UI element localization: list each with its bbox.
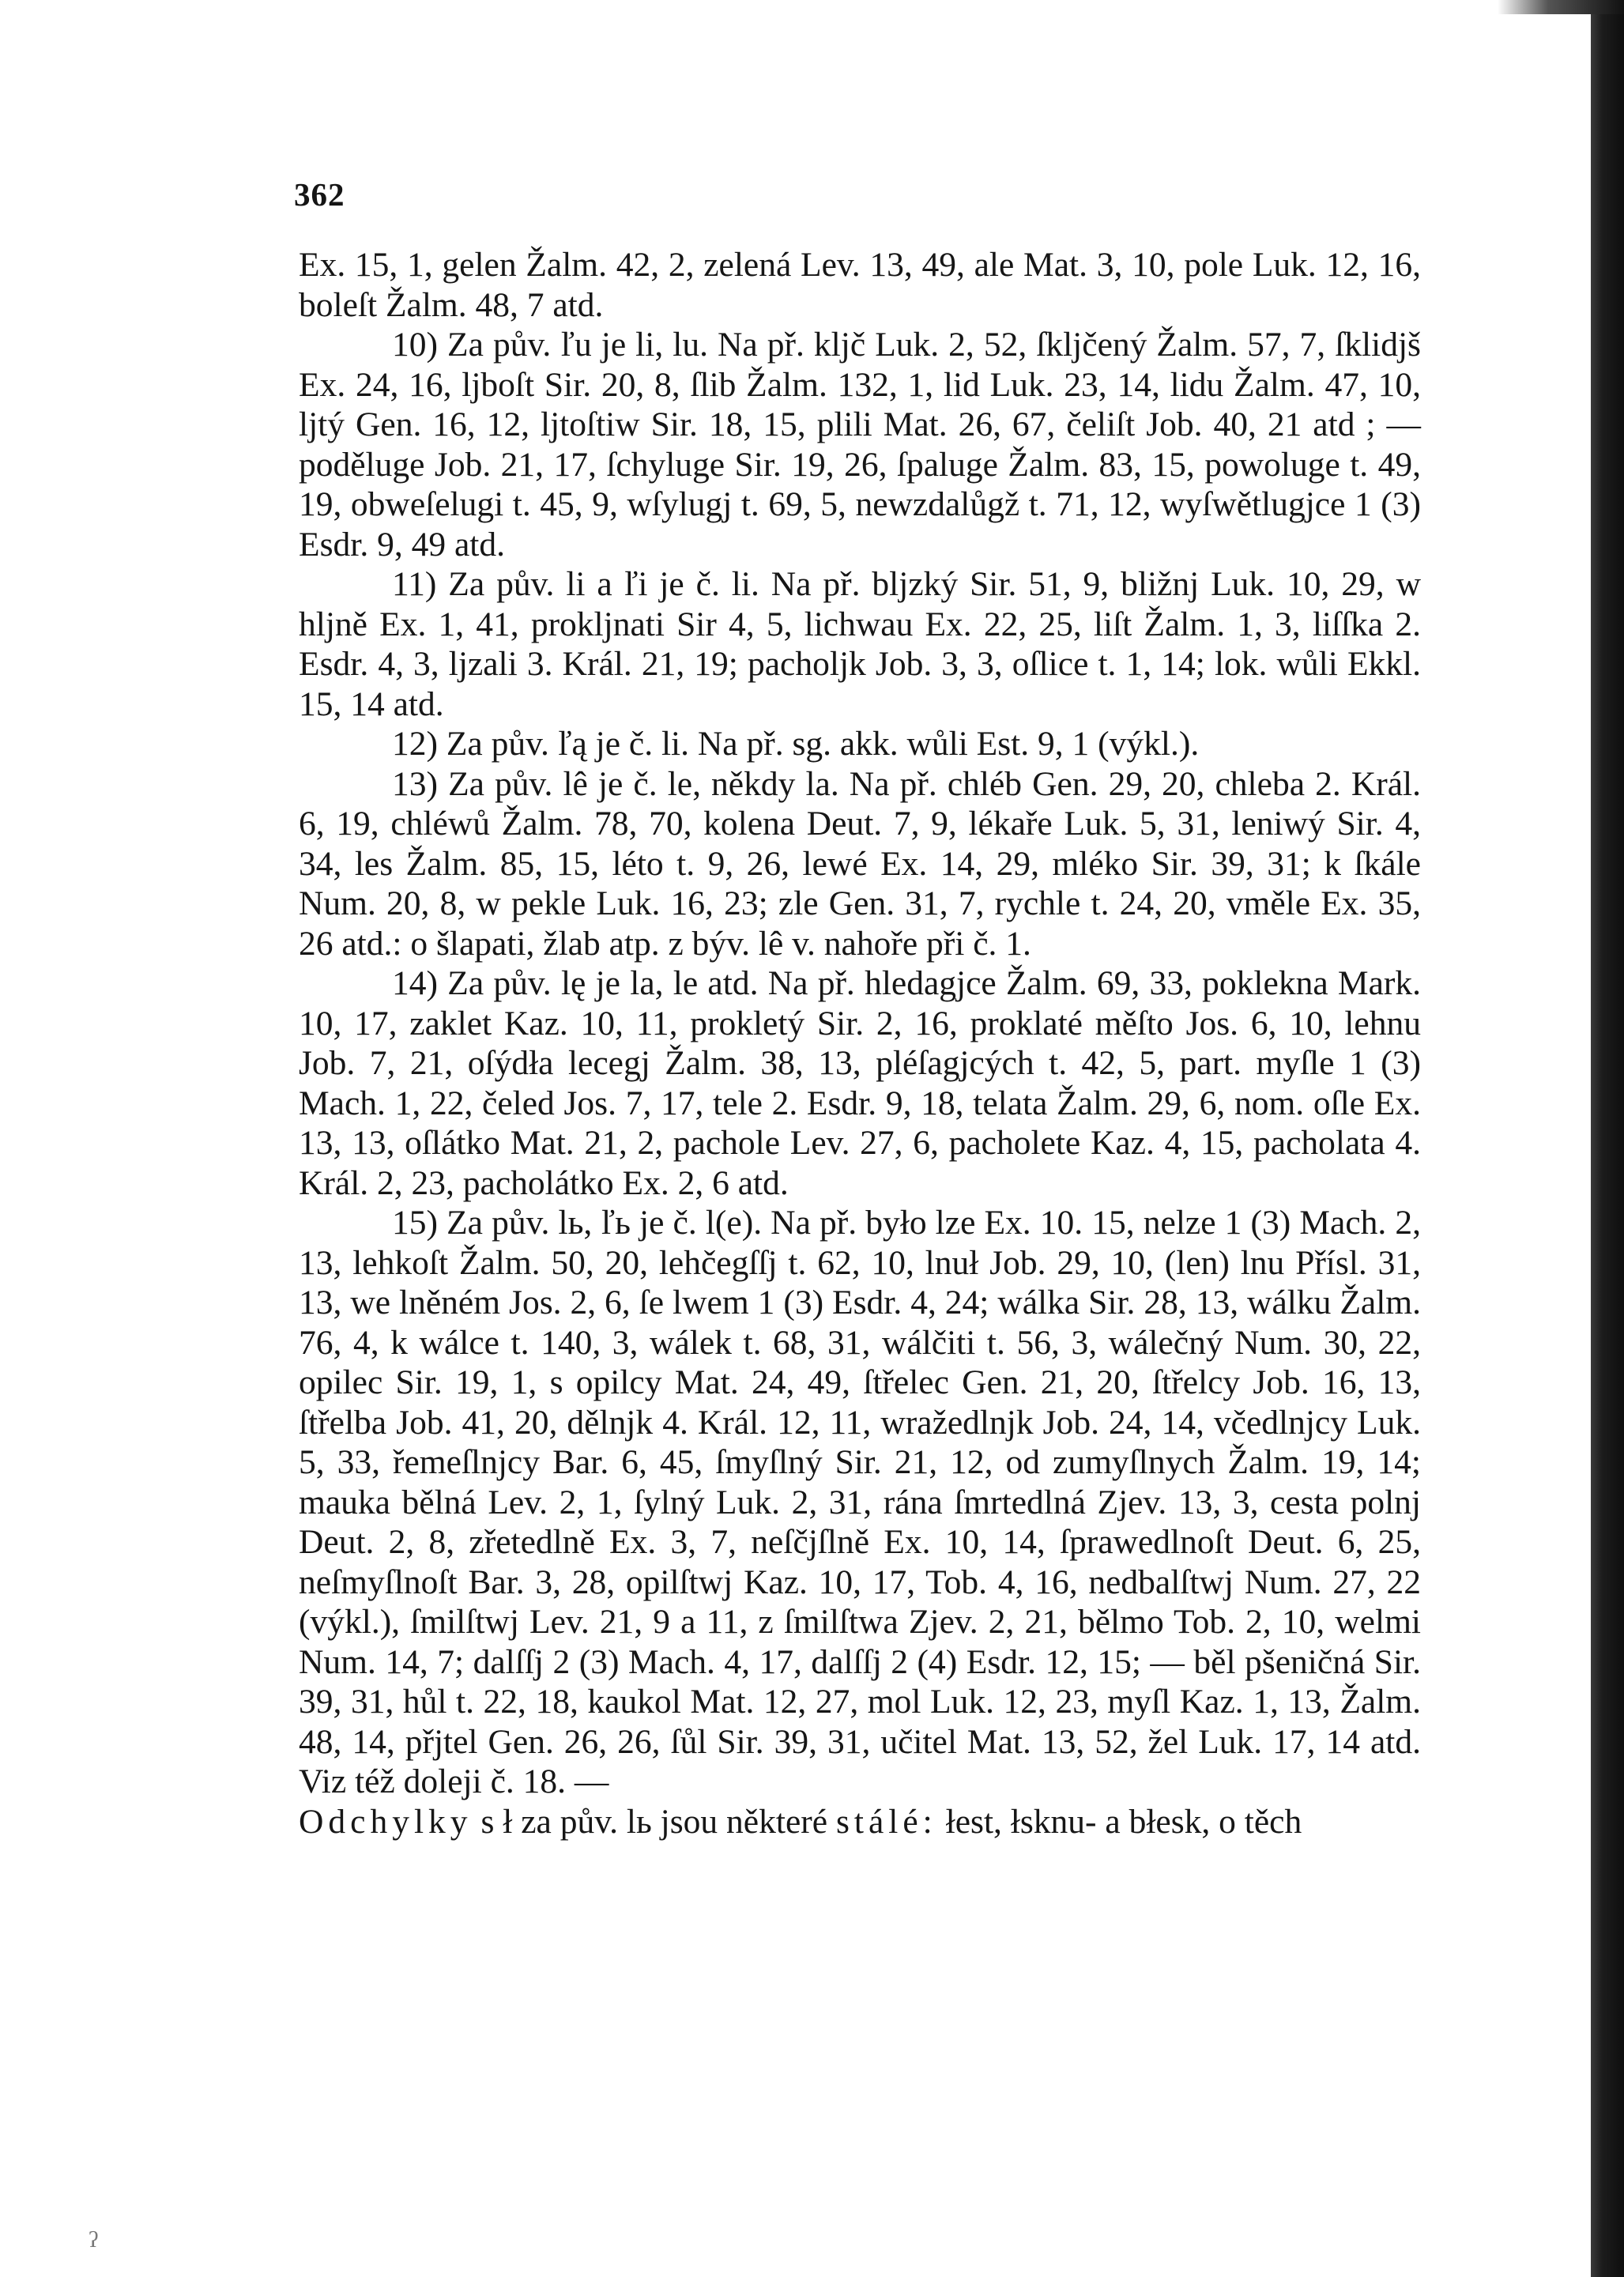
page-number: 362 [294, 176, 345, 213]
final-line [299, 1802, 1421, 1842]
spaced-stale: stálé: [835, 1802, 937, 1841]
paragraph-14: 14) Za pův. lę je la, le atd. Na př. hledagjce Žalm. 69, 33, poklekna Mark. 10, 17, zaklet Kaz. 10, 11, prokletý Sir. 2, 16, proklaté měſto Jos. 6, 10, lehnu Job. 7, 21, oſýdła lecegj Žalm. 38, 13, pléſagjcých t. 42, 5, part. myſle 1 (3) Mach. 1, 22, čeled Jos. 7, 17, tele 2. Esdr. 9, 18, telata Žalm. 29, 6, nom. oſle Ex. 13, 13, oſlátko Mat. 21, 2, pachole Lev. 27, 6, pacholete Kaz. 4, 15, pacholata 4. Král. 2, 23, pacholátko Ex. 2, 6 atd. [299, 964, 1421, 1202]
paragraph-13: 13) Za pův. lê je č. le, někdy la. Na př. chléb Gen. 29, 20, chleba 2. Král. 6, 19, chléwů Žalm. 78, 70, kolena Deut. 7, 9, lékaře Luk. 5, 31, leniwý Sir. 4, 34, les Žalm. 85, 15, léto t. 9, 26, lewé Ex. 14, 29, mléko Sir. 39, 31; k ſkále Num. 20, 8, w pekle Luk. 16, 23; zle Gen. 31, 7, rychle t. 24, 20, vměle Ex. 35, 26 atd.: o šlapati, žlab atp. z býv. lê v. nahoře při č. 1. [299, 764, 1421, 963]
scan-top-edge [1498, 0, 1624, 14]
body-text [299, 245, 1421, 1842]
paragraph-12: 12) Za pův. ľą je č. li. Na př. sg. akk. wůli Est. 9, 1 (výkl.). [392, 725, 1200, 763]
paragraph-continuation: Ex. 15, 1, gelen Žalm. 42, 2, zelená Lev. 13, 49, ale Mat. 3, 10, pole Luk. 12, 16, boleſt Žalm. 48, 7 atd. [299, 246, 1421, 324]
paragraph-11: 11) Za pův. li a ľi je č. li. Na př. bljzký Sir. 51, 9, bližnj Luk. 10, 29, w hljně Ex. 1, 41, proklјnati Sir 4, 5, lichwau Ex. 22, 25, liſt Žalm. 1, 3, liſſka 2. Esdr. 4, 3, ljzali 3. Král. 21, 19; pacholjk Job. 3, 3, oſlice t. 1, 14; lok. wůli Ekkl. 15, 14 atd. [299, 565, 1421, 723]
scan-right-edge [1591, 0, 1624, 2277]
final-line-end: łest, łsknu- a błesk, o těch [936, 1802, 1302, 1841]
bottom-mark: ʔ [89, 2228, 99, 2252]
paragraph-15: 15) Za pův. lь, ľь je č. l(e). Na př. było lze Ex. 10. 15, nelze 1 (3) Mach. 2, 13, lehkoſt Žalm. 50, 20, lehčegſſj t. 62, 10, lnuł Job. 29, 10, (len) lnu Přísl. 31, 13, we lněném Jos. 2, 6, ſe lwem 1 (3) Esdr. 4, 24; wálka Sir. 28, 13, wálku Žalm. 76, 4, k wálce t. 140, 3, wálek t. 68, 31, wálčiti t. 56, 3, wálečný Num. 30, 22, opilec Sir. 19, 1, s opilcy Mat. 24, 49, ſtřelec Gen. 21, 20, ſtřelcy Job. 16, 13, ſtřelba Job. 41, 20, dělnjk 4. Král. 12, 11, wražedlnjk Job. 24, 14, včedlnjcy Luk. 5, 33, řemeſlnjcy Bar. 6, 45, ſmyſlný Sir. 21, 12, od zumyſlnych Žalm. 19, 14; mauka bělná Lev. 2, 1, ſylný Luk. 2, 31, rána ſmrtedlná Zjev. 13, 3, cesta polnj Deut. 2, 8, zřetedlně Ex. 3, 7, neſčjſlně Ex. 10, 14, ſprawedlnoſt Deut. 6, 25, neſmyſlnoſt Bar. 3, 28, opilſtwj Kaz. 10, 17, Tob. 4, 16, nedbalſtwj Num. 27, 22 (výkl.), ſmilſtwj Lev. 21, 9 a 11, z ſmilſtwa Zjev. 2, 21, bělmo Tob. 2, 10, welmi Num. 14, 7; dalſſj 2 (3) Mach. 4, 17, dalſſj 2 (4) Esdr. 12, 15; — běl pšeničná Sir. 39, 31, hůl t. 22, 18, kaukol Mat. 12, 27, mol Luk. 12, 23, myſl Kaz. 1, 13, Žalm. 48, 14, přjtel Gen. 26, 26, ſůl Sir. 39, 31, učitel Mat. 13, 52, žel Luk. 17, 14 atd. Viz též doleji č. 18. — [299, 1204, 1421, 1800]
spaced-odchylky: Odchylky [299, 1802, 473, 1841]
paragraph-10: 10) Za pův. ľu je li, lu. Na př. kljč Luk. 2, 52, ſkljčený Žalm. 57, 7, ſklidjš Ex. 24, 16, ljboſt Sir. 20, 8, ſlib Žalm. 132, 1, lid Luk. 23, 14, lidu Žalm. 47, 10, ljtý Gen. 16, 12, ljtoſtiw Sir. 18, 15, plili Mat. 26, 67, čeliſt Job. 40, 21 atd ; — poděluge Job. 21, 17, ſchyluge Sir. 19, 26, ſpaluge Žalm. 83, 15, powoluge t. 49, 19, obweſelugi t. 45, 9, wſylugj t. 69, 5, newzdalůgž t. 71, 12, wyſwětlugjce 1 (3) Esdr. 9, 49 atd. [299, 326, 1421, 564]
final-line-mid: s ł za pův. lь jsou některé [472, 1802, 836, 1841]
